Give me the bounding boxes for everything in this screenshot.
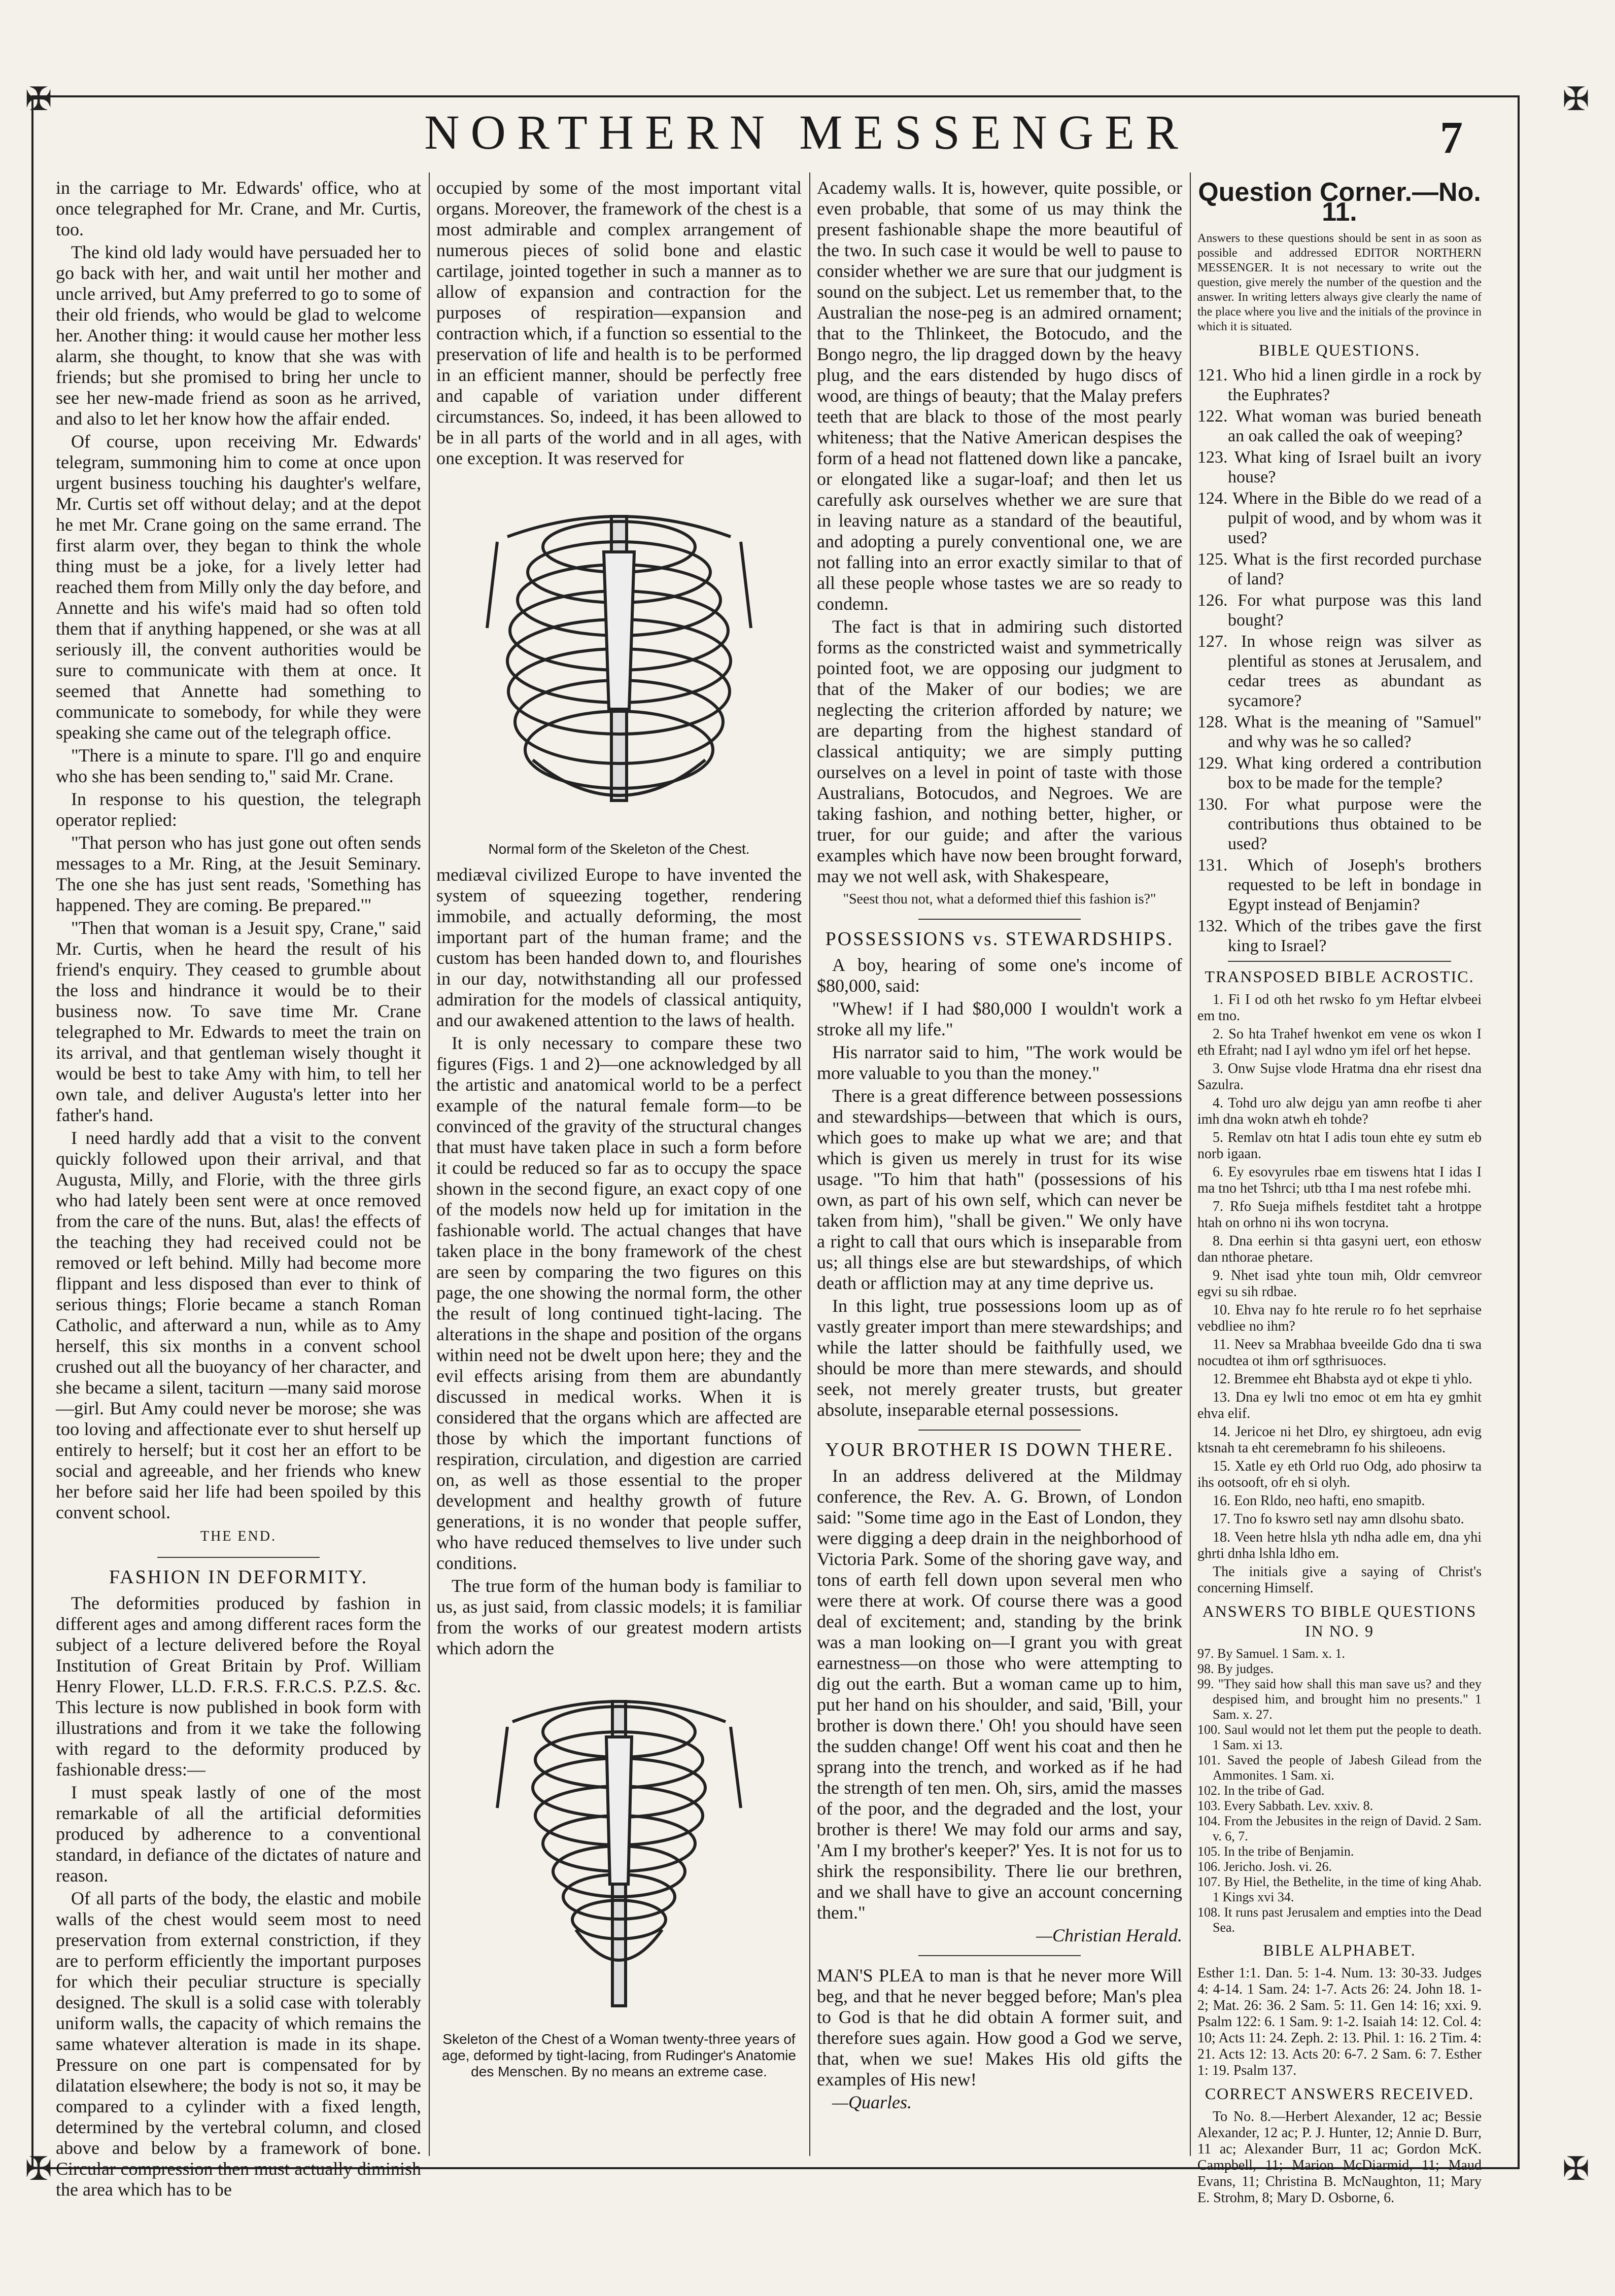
bible-question-item: 131. Which of Joseph's brothers requested to be left in bondage in Egypt instead of Benjamin? [1197,856,1482,914]
quotation: "Seest thou not, what a deformed thief this fashion is?" [843,891,1156,907]
bible-question-item: 122. What woman was buried beneath an oak called the oak of weeping? [1197,407,1482,445]
answer-item: 101. Saved the people of Jabesh Gilead from the Ammonites. 1 Sam. xi. [1197,1753,1482,1783]
paragraph: in the carriage to Mr. Edwards' office, who at once telegraphed for Mr. Crane, and Mr. Curtis, too. [56,178,421,239]
bible-question-item: 128. What is the meaning of "Samuel" and why was he so called? [1197,713,1482,751]
page-number: 7 [1440,113,1463,163]
acrostic-item: 17. Tno fo kswro setl nay amn dlsohu sbato. [1213,1511,1464,1527]
acrostic-item: 1. Fi I od oth het rwsko fo ym Heftar elvbeei em tno. [1197,992,1482,1024]
section-heading: BIBLE ALPHABET. [1263,1941,1416,1959]
masthead [101,101,1512,162]
column-3 [817,178,1182,2146]
answer-item: 99. "They said how shall this man save us? and they despised him, and brought him no presents." 1 Sam. x. 27. [1197,1677,1482,1722]
section-divider [918,919,1081,920]
acrostic-item: 3. Onw Sujse vlode Hratma dna ehr risest dna Sazulra. [1197,1061,1482,1093]
acrostic-item: 15. Xatle ey eth Orld ruo Odg, ado phosirw ta ihs ootsooft, ofr eh si olyh. [1197,1458,1482,1490]
section-heading: CORRECT ANSWERS RECEIVED. [1205,2084,1474,2103]
paragraph: A boy, hearing of some one's income of $80,000, said: [817,955,1182,996]
acrostic-item: 2. So hta Trahef hwenkot em vene os wkon I eth Efraht; nad I ayl wdno ym ifel orf het hepse. [1197,1026,1482,1058]
masthead-title: NORTHERN MESSENGER [424,105,1189,159]
ribcage-deformed-illustration [492,1666,746,2031]
section-heading: TRANSPOSED BIBLE ACROSTIC. [1205,967,1474,986]
section-divider [1228,961,1451,962]
paragraph: Of course, upon receiving Mr. Edwards' telegram, summoning him to come at once upon urgent business touching his daughter's welfare, Mr. Curtis set off without delay; and at the depot he met Mr. Crane going on the same errand. The first alarm over, they began to think the whole thing must be a joke, for a lively letter had reached them from Milly only the day before, and Annette and his wife's maid had so often told them that if anything happened, or she was at all seriously ill, the convent authorities would be sure to communicate with them at once. It seemed that Annette had something to communicate to somebody, for while they were speaking she came out of the telegraph office. [56,431,421,743]
paragraph: His narrator said to him, "The work would be more valuable to you than the money." [817,1042,1182,1083]
acrostic-list [1197,992,1482,1562]
figure-normal-chest [436,476,802,857]
corner-ornament-icon: ✠ [1562,81,1590,118]
answer-item: 106. Jericho. Josh. vi. 26. [1197,1859,1332,1874]
acrostic-item: 6. Ey esovyrules rbae em tiswens htat I idas I ma tno het Tshrci; utb ttha I ma nest rofebe mhi. [1197,1164,1482,1196]
paragraph: mediæval civilized Europe to have invented the system of squeezing together, rendering immobile, and actually deforming, the most important part of the human frame; and the custom has been handed down to, and flourishes in our day, notwithstanding all our professed admiration for the models of classical antiquity, and our awakened attention to the laws of health. [436,864,802,1030]
paragraph: I must speak lastly of one of the most remarkable of all the artificial deformities produced by adherence to a conventional standard, in defiance of the dictates of nature and reason. [56,1782,421,1886]
paragraph: Of all parts of the body, the elastic and mobile walls of the chest would seem most to need preservation from external constriction, if they are to perform efficiently the important purposes for which their peculiar structure is specially designed. The skull is a solid case with tolerably uniform walls, the capacity of which remains the same whatever alteration is made in its shape. Pressure on one part is compensated for by dilatation elsewhere; the body is not so, it may be compared to a cylinder with a fixed length, determined by the vertebral column, and closed above and below by a framework of bone. Circular compression then must actually diminish the area which has to be [56,1888,421,2200]
paragraph: In this light, true possessions loom up as of vastly greater import than mere stewardships; and while the latter should be faithfully used, we should be more than mere stewards, and should seek, not merely greater trusts, but greater absolute, inseparable eternal possessions. [817,1296,1182,1420]
paragraph: It is only necessary to compare these two figures (Figs. 1 and 2)—one acknowledged by all the artistic and anatomical world to be a perfect example of the natural female form—to be convinced of the gravity of the structural changes that must have taken place in such a form before it could be reduced so far as to occupy the space shown in the second figure, an exact copy of one of the models now held up for imitation in the fashionable world. The actual changes that have taken place in the bony framework of the chest are seen by comparing the two figures on this page, the one showing the normal form, the other the result of long continued tight-lacing. The alterations in the shape and position of the organs within need not be dwelt upon here; they and the evil effects arising from them are abundantly discussed in medical works. When it is considered that the organs which are affected are those by which the important functions of respiration, circulation, and digestion are carried on, as well as those essential to the proper development and healthy growth of future generations, it is no wonder that people suffer, who have reduced themselves to live under such conditions. [436,1033,802,1573]
bible-question-item: 127. In whose reign was silver as plentiful as stones at Jerusalem, and cedar trees as abundant as sycamore? [1197,632,1482,710]
attribution: —Quarles. [832,2092,912,2112]
answer-item: 97. By Samuel. 1 Sam. x. 1. [1197,1646,1346,1661]
acrostic-item: 11. Neev sa Mrabhaa bveeilde Gdo dna ti swa nocudtea ot ihm orf sgthrisuoces. [1197,1337,1482,1369]
attribution: —Christian Herald. [1036,1925,1182,1945]
answer-item: 108. It runs past Jerusalem and empties into the Dead Sea. [1197,1905,1482,1935]
corner-ornament-icon: ✠ [25,81,52,118]
paragraph: I need hardly add that a visit to the convent quickly followed upon their arrival, and that Augusta, Milly, and Florie, with the three girls who had lately been sent were at once removed from the care of the nuns. But, alas! the effects of the teaching they had received could not be removed or left behind. Milly had become more flippant and less disposed than ever to think of serious things; Florie became a stanch Roman Catholic, and afterward a nun, while as to Amy herself, this six months in a convent school crushed out all the buoyancy of her character, and she became a silent, taciturn —many said morose—girl. But Amy could never be morose; she was too loving and affectionate ever to shut herself up entirely to herself; but it cost her an effort to be social and agreeable, and her friends who knew her before said her life had been spoiled by this convent school. [56,1128,421,1522]
section-heading: BIBLE QUESTIONS. [1258,341,1421,359]
acrostic-item: 7. Rfo Sueja mifhels festditet taht a hrotppe htah on orhno ni ihs won tocryna. [1197,1199,1482,1231]
section-divider [157,1557,320,1558]
article-heading: YOUR BROTHER IS DOWN THERE. [825,1439,1174,1460]
answer-item: 104. From the Jebusites in the reign of David. 2 Sam. v. 6, 7. [1197,1814,1482,1843]
column-divider [429,172,430,2156]
column-1 [56,178,421,2200]
acrostic-item: 18. Veen hetre hlsla yth ndha adle em, dna yhi ghrti dnha lshla ldho em. [1197,1529,1482,1561]
acrostic-item: 4. Tohd uro alw dejgu yan amn reofbe ti aher imh dna wokn atwh eh tohde? [1197,1095,1482,1127]
column-4 [1197,178,1482,2206]
correct-answers-text: To No. 8.—Herbert Alexander, 12 ac; Bessie Alexander, 12 ac; P. J. Hunter, 12; Annie D. Burr, 11 ac; Alexander Burr, 11 ac; Gordon McK. Campbell, 11; Marion McDiarmid, 11; Maud Evans, 11; Christina B. McNaughton, 11; Mary E. Strohm, 8; Mary D. Osborne, 6. [1197,2109,1482,2206]
paragraph: Academy walls. It is, however, quite possible, or even probable, that some of us may think the present fashionable shape the more beautiful of the two. In such case it would be well to pause to consider whether we are sure that our judgment is sound on the subject. Let us remember that, to the Australian the nose-peg is an admired ornament; that to the Thlinkeet, the Botocudo, and the Bongo negro, the lip dragged down by the heavy plug, and the ears distended by hugo discs of wood, are things of beauty; that the Malay prefers teeth that are black to those of the most pearly whiteness; that the Native American despises the form of a head not flattened down like a pancake, or elongated like a sugar-loaf; and then let us carefully ask ourselves whether we are sure that in leaving nature as a standard of the beautiful, and adopting a purely conventional one, we are not falling into an error exactly similar to that of all these people whose tastes we are so ready to condemn. [817,178,1182,614]
answer-item: 103. Every Sabbath. Lev. xxiv. 8. [1197,1798,1373,1813]
corner-ornament-icon: ✠ [25,2150,52,2188]
bible-question-item: 129. What king ordered a contribution box to be made for the temple? [1197,754,1482,792]
section-divider [918,1955,1081,1956]
paragraph: "There is a minute to spare. I'll go and enquire who she has been sending to," said Mr. Crane. [56,745,421,786]
bible-question-item: 121. Who hid a linen girdle in a rock by the Euphrates? [1197,366,1482,404]
corner-ornament-icon: ✠ [1562,2150,1590,2188]
paragraph: The true form of the human body is familiar to us, as just said, from classic models; it is familiar from the works of our greatest modern artists which adorn the [436,1576,802,1658]
bible-question-item: 126. For what purpose was this land bought? [1197,591,1482,630]
column-divider [809,172,810,2156]
article-heading: POSSESSIONS vs. STEWARDSHIPS. [825,928,1174,950]
article-heading: FASHION IN DEFORMITY. [109,1567,368,1588]
answers-list [1197,1646,1482,1935]
paragraph: In an address delivered at the Mildmay conference, the Rev. A. G. Brown, of London said: "Some time ago in the East of London, they were digging a deep drain in the neighborhood of Victoria Park. Some of the shoring gave way, and tons of earth fell down upon several men who were there at work. Of course there was a good deal of excitement; and, standing by the brink was a man looking on—I grant you with great earnestness—on those who were attempting to dig out the earth. But a woman came up to him, put her hand on his shoulder, and said, 'Bill, your brother is down there.' Oh! you should have seen the sudden change! Off went his coat and then he sprang into the trench, and worked as if he had the strength of ten men. Oh, sirs, amid the masses of the poor, and the degraded and the lost, your brother is there! We may fold our arms and say, 'Am I my brother's keeper?' Yes. It is not for us to shirk the responsibility. There lie our brethren, and we shall have to give an account concerning them." [817,1466,1182,1923]
paragraph: The fact is that in admiring such distorted forms as the constricted waist and symmetrically pointed foot, we are opposing our judgment to that of the Maker of our bodies; we are neglecting the criterion afforded by nature; we are departing from the highest standard of classical antiquity; we are simply putting ourselves on a level in point of taste with those Australians, Botocudos, and Negroes. We are taking fashion, and nothing better, higher, or truer, for our guide; and after the various examples which have now been brought forward, may we not well ask, with Shakespeare, [817,616,1182,886]
answer-item: 100. Saul would not let them put the people to death. 1 Sam. xi 13. [1197,1722,1482,1752]
bible-question-item: 123. What king of Israel built an ivory house? [1197,448,1482,486]
acrostic-note: The initials give a saying of Christ's concerning Himself. [1197,1564,1482,1596]
acrostic-item: 9. Nhet isad yhte toun mih, Oldr cemvreor egvi su sih rdbae. [1197,1268,1482,1300]
figure-caption: Skeleton of the Chest of a Woman twenty-three years of age, deformed by tight-lacing, from Rudinger's Anatomie des Menschen. By no means an extreme case. [442,2031,796,2079]
bible-question-item: 124. Where in the Bible do we read of a pulpit of wood, and by whom was it used? [1197,489,1482,547]
ribcage-normal-illustration [477,476,761,841]
paragraph: The deformities produced by fashion in different ages and among different races form the subject of a lecture delivered before the Royal Institution of Great Britain by Prof. William Henry Flower, LL.D. F.R.S. F.R.C.S. P.Z.S. &c. This lecture is now published in book form with illustrations and from it we take the following with regard to the deformity produced by fashionable dress:— [56,1593,421,1780]
paragraph: The kind old lady would have persuaded her to go back with her, and wait until her mother and uncle arrived, but Amy preferred to go to some of their old friends, who would be glad to welcome her. Another thing: it would cause her mother less alarm, she thought, to know that she was with friends; but she promised to bring her uncle to see her new-made friend as soon as he arrived, and also to let her know how the affair ended. [56,242,421,429]
acrostic-item: 16. Eon Rldo, neo hafti, eno smapitb. [1213,1493,1425,1509]
figure-deformed-chest [436,1666,802,2080]
figure-caption: Normal form of the Skeleton of the Chest. [488,841,750,857]
paragraph: occupied by some of the most important vital organs. Moreover, the framework of the chest is a most admirable and complex arrangement of numerous pieces of solid bone and elastic cartilage, jointed together in such a manner as to allow of expansion and contraction for the purposes of respiration—expansion and contraction which, if a function so essential to the preservation of life and health is to be performed in an efficient manner, should be perfectly free and capable of variation under different circumstances. So, indeed, it has been allowed to be in all parts of the world and in all ages, with one exception. It was reserved for [436,178,802,468]
poem: MAN'S PLEA to man is that he never more Will beg, and that he never begged before; Man's plea to God is that he did obtain A former suit, and therefore sues again. How good a God we serve, that, when we sue! Makes His old gifts the examples of His new! [817,1965,1182,2090]
acrostic-item: 12. Bremmee eht Bhabsta ayd ot ekpe ti yhlo. [1213,1371,1472,1387]
paragraph: "Whew! if I had $80,000 I wouldn't work a stroke all my life." [817,998,1182,1039]
acrostic-item: 5. Remlav otn htat I adis toun ehte ey sutm eb norb igaan. [1197,1130,1482,1162]
bible-questions-list [1197,365,1482,956]
paragraph: "That person who has just gone out often sends messages to a Mr. Ring, at the Jesuit Seminary. The one she has just sent reads, 'Something has happened. They are coming. Be prepared.'" [56,832,421,915]
bible-question-item: 130. For what purpose were the contributions thus obtained to be used? [1197,795,1482,853]
submission-notice: Answers to these questions should be sent in as soon as possible and addressed EDITOR NORTHERN MESSENGER. It is not necessary to write out the question, give merely the number of the question and the answer. In writing letters always give clearly the name of the place where you live and the initials of the province in which it is situated. [1197,232,1482,333]
answer-item: 102. In the tribe of Gad. [1197,1783,1325,1798]
section-heading: ANSWERS TO BIBLE QUESTIONS IN NO. 9 [1202,1602,1477,1640]
answer-item: 98. By judges. [1197,1661,1274,1676]
paragraph: There is a great difference between possessions and stewardships—between that which is ours, which goes to make up what we are; and that which is given us merely in trust for its wise usage. "To him that hath" (possessions of his own, as part of his own self, which can never be taken from him), "shall be given." We only have a right to call that ours which is inseparable from us; all things else are but stewardships, of which death or affliction may at any time deprive us. [817,1086,1182,1293]
acrostic-item: 8. Dna eerhin si thta gasyni uert, eon ethosw dan nthorae phetare. [1197,1233,1482,1265]
acrostic-item: 14. Jericoe ni het Dlro, ey shirgtoeu, adn evig ktsnah ta eht ceremebramn fo his shileoens. [1197,1424,1482,1456]
section-divider [918,1430,1081,1431]
answer-item: 107. By Hiel, the Bethelite, in the time of king Ahab. 1 Kings xvi 34. [1197,1874,1482,1904]
column-2 [436,178,802,2146]
bible-question-item: 125. What is the first recorded purchase of land? [1197,550,1482,588]
bible-question-item: 132. Which of the tribes gave the first king to Israel? [1197,917,1482,955]
column-divider [1190,172,1191,2156]
story-end-label: THE END. [200,1528,277,1544]
paragraph: "Then that woman is a Jesuit spy, Crane," said Mr. Curtis, when he heard the result of his friend's enquiry. They ceased to grumble about the loss and hindrance it would be to their business now. To save time Mr. Crane telegraphed to Mr. Edwards to meet the train on its arrival, and that gentleman wisely thought it would be best to take Amy with him, to tell her own tale, and deliver Augusta's letter into her father's hand. [56,918,421,1125]
bible-alphabet-text: Esther 1:1. Dan. 5: 1-4. Num. 13: 30-33. Judges 4: 4-14. 1 Sam. 24: 1-7. Acts 26: 24. John 18. 1-2; Mat. 26: 36. 2 Sam. 5: 11. Gen 14: 16; xxi. 9. Psalm 122: 6. 1 Sam. 9: 1-2. Isaiah 14: 12. Col. 4: 10; Acts 11: 24. Zeph. 2: 13. Phil. 1: 16. 2 Tim. 4: 21. Acts 12: 13. Acts 20: 6-7. 2 Sam. 6: 7. Esther 1: 19. Psalm 137. [1197,1965,1482,2078]
answer-item: 105. In the tribe of Benjamin. [1197,1844,1354,1859]
acrostic-item: 10. Ehva nay fo hte rerule ro fo het seprhaise vebdliee no ihm? [1197,1302,1482,1334]
acrostic-item: 13. Dna ey lwli tno emoc ot em hta ey gmhit ehva elif. [1197,1389,1482,1421]
question-corner-title: Question Corner.—No. 11. [1198,178,1481,227]
paragraph: In response to his question, the telegraph operator replied: [56,789,421,830]
